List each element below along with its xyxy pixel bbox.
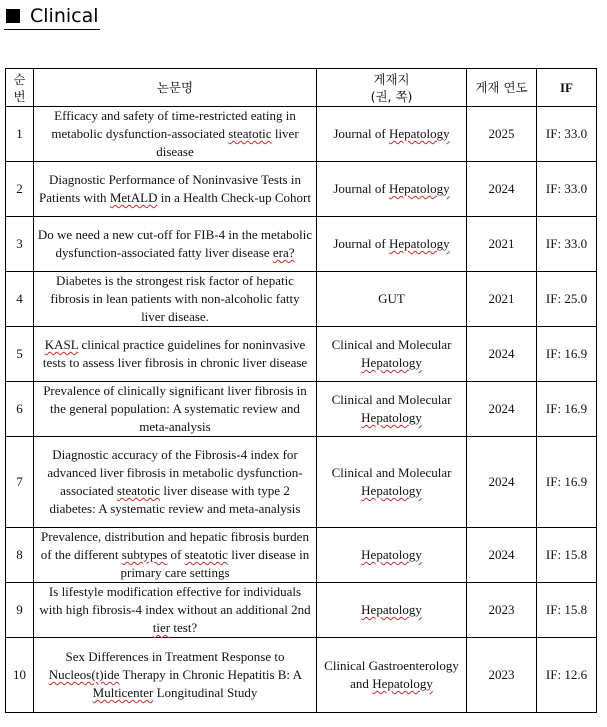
publications-table xyxy=(5,68,597,713)
impact-factor: IF: 33.0 xyxy=(537,217,597,272)
header-journal-line1: 게재지 xyxy=(373,71,410,87)
table-row xyxy=(6,437,597,528)
header-journal xyxy=(317,69,467,107)
paper-title: Is lifestyle modification effective for individuals with high fibrosis-4 index without an additional 2nd tier test? xyxy=(34,583,317,638)
publication-year: 2024 xyxy=(467,382,537,437)
section-title: Clinical xyxy=(30,5,99,27)
publication-year: 2021 xyxy=(467,217,537,272)
row-number: 5 xyxy=(6,327,34,382)
table-row xyxy=(6,327,597,382)
table-row xyxy=(6,217,597,272)
publication-year: 2024 xyxy=(467,162,537,217)
journal-name: GUT xyxy=(317,272,467,327)
table-row xyxy=(6,272,597,327)
publication-year: 2023 xyxy=(467,638,537,713)
table-row xyxy=(6,382,597,437)
row-number: 3 xyxy=(6,217,34,272)
paper-title: Sex Differences in Treatment Response to Nucleos(t)ide Therapy in Chronic Hepatitis B: A Multicenter Longitudinal Study xyxy=(34,638,317,713)
impact-factor: IF: 16.9 xyxy=(537,327,597,382)
row-number: 4 xyxy=(6,272,34,327)
paper-title: Efficacy and safety of time-restricted eating in metabolic dysfunction-associated steatotic liver disease xyxy=(34,107,317,162)
journal-name: Journal of Hepatology xyxy=(317,162,467,217)
impact-factor: IF: 15.8 xyxy=(537,583,597,638)
publication-year: 2024 xyxy=(467,528,537,583)
publication-year: 2024 xyxy=(467,437,537,528)
impact-factor: IF: 16.9 xyxy=(537,437,597,528)
section-heading xyxy=(6,4,99,28)
row-number: 7 xyxy=(6,437,34,528)
row-number: 9 xyxy=(6,583,34,638)
row-number: 10 xyxy=(6,638,34,713)
row-number: 6 xyxy=(6,382,34,437)
impact-factor: IF: 12.6 xyxy=(537,638,597,713)
table-row xyxy=(6,528,597,583)
impact-factor: IF: 25.0 xyxy=(537,272,597,327)
row-number: 2 xyxy=(6,162,34,217)
journal-name: Journal of Hepatology xyxy=(317,217,467,272)
paper-title: Prevalence, distribution and hepatic fibrosis burden of the different subtypes of steatotic liver disease in primary care settings xyxy=(34,528,317,583)
journal-name: Journal of Hepatology xyxy=(317,107,467,162)
row-number: 8 xyxy=(6,528,34,583)
header-no-label: 순 번 xyxy=(13,71,26,104)
heading-underline xyxy=(4,29,100,30)
row-number: 1 xyxy=(6,107,34,162)
paper-title: Diagnostic Performance of Noninvasive Tests in Patients with MetALD in a Health Check-up Cohort xyxy=(34,162,317,217)
table-header-row xyxy=(6,69,597,107)
impact-factor: IF: 16.9 xyxy=(537,382,597,437)
table-row xyxy=(6,162,597,217)
impact-factor: IF: 33.0 xyxy=(537,162,597,217)
publication-year: 2021 xyxy=(467,272,537,327)
square-bullet-icon xyxy=(6,9,20,23)
paper-title: Do we need a new cut-off for FIB-4 in the metabolic dysfunction-associated fatty liver disease era? xyxy=(34,217,317,272)
paper-title: KASL clinical practice guidelines for noninvasive tests to assess liver fibrosis in chronic liver disease xyxy=(34,327,317,382)
impact-factor: IF: 33.0 xyxy=(537,107,597,162)
header-no xyxy=(6,69,34,107)
table-row xyxy=(6,583,597,638)
journal-name: Clinical and Molecular Hepatology xyxy=(317,437,467,528)
paper-title: Diabetes is the strongest risk factor of hepatic fibrosis in lean patients with non-alcoholic fatty liver disease. xyxy=(34,272,317,327)
header-title: 논문명 xyxy=(34,69,317,107)
publication-year: 2024 xyxy=(467,327,537,382)
journal-name: Clinical and Molecular Hepatology xyxy=(317,382,467,437)
header-if: IF xyxy=(537,69,597,107)
publication-year: 2025 xyxy=(467,107,537,162)
journal-name: Clinical Gastroenterology and Hepatology xyxy=(317,638,467,713)
header-year: 게재 연도 xyxy=(467,69,537,107)
journal-name: Hepatology xyxy=(317,528,467,583)
journal-name: Clinical and Molecular Hepatology xyxy=(317,327,467,382)
paper-title: Diagnostic accuracy of the Fibrosis-4 index for advanced liver fibrosis in metabolic dysfunction-associated steatotic liver disease with type 2 diabetes: A systematic review and meta-analysis xyxy=(34,437,317,528)
table-row xyxy=(6,107,597,162)
impact-factor: IF: 15.8 xyxy=(537,528,597,583)
header-journal-line2: (권, 쪽) xyxy=(370,88,413,104)
publication-year: 2023 xyxy=(467,583,537,638)
table-row xyxy=(6,638,597,713)
paper-title: Prevalence of clinically significant liver fibrosis in the general population: A systematic review and meta-analysis xyxy=(34,382,317,437)
journal-name: Hepatology xyxy=(317,583,467,638)
